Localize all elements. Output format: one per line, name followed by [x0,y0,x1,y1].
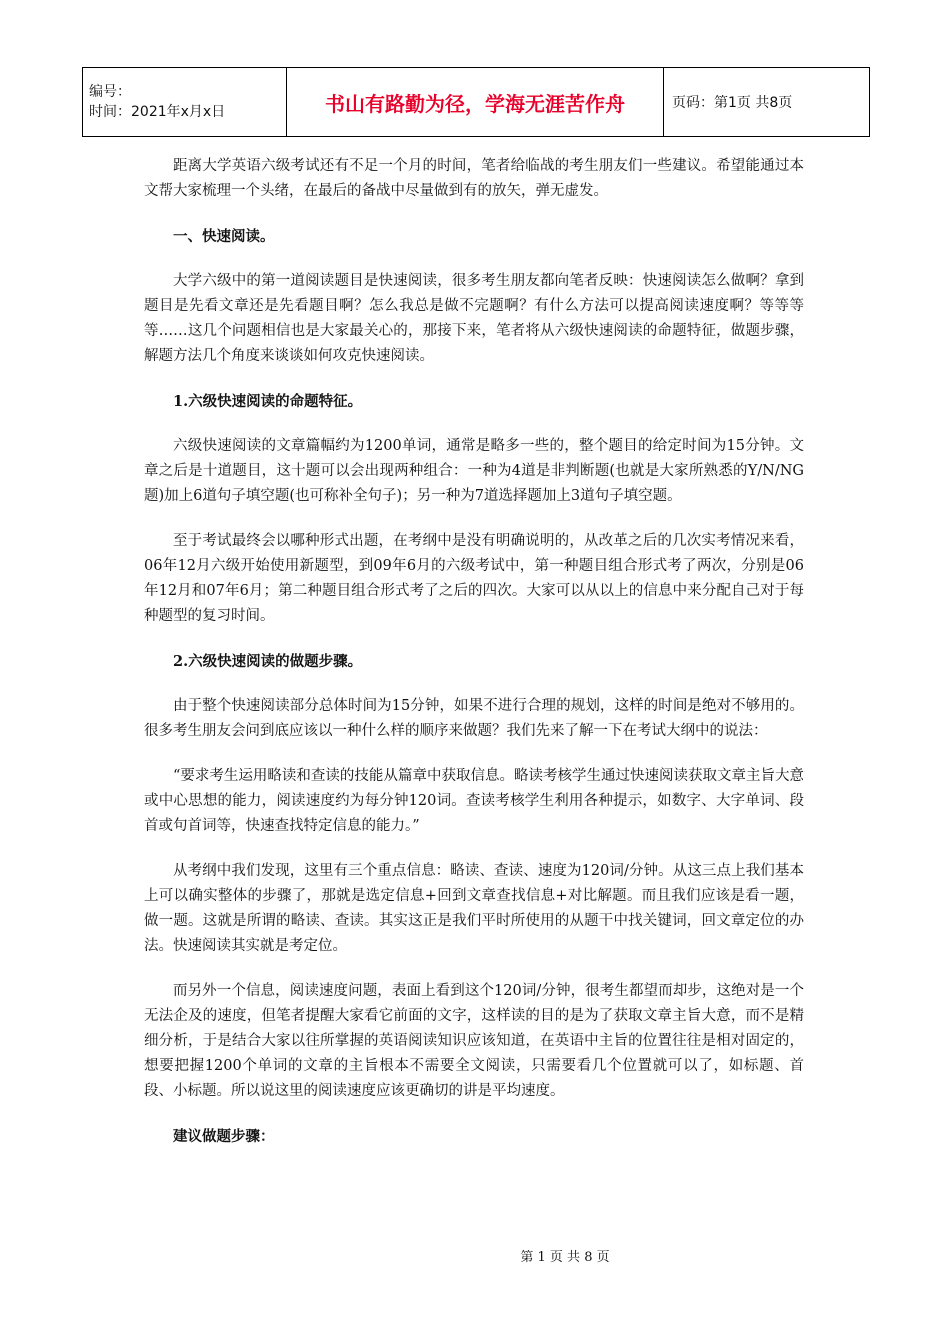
paragraph: 而另外一个信息，阅读速度问题，表面上看到这个120词/分钟，很考生都望而却步，这绝对是一个无法企及的速度，但笔者提醒大家看它前面的文字，这样读的目的是为了获取文章主旨大意，而不是精细分析，于是结合大家以往所掌握的英语阅读知识应该知道，在英语中主旨的位置往往是相对固定的，想要把握1200个单词的文章的主旨根本不需要全文阅读，只需要看几个位置就可以了，如标题、首段、小标题。所以说这里的阅读速度应该更确切的讲是平均速度。 [144,983,804,1099]
paragraph: 从考纲中我们发现，这里有三个重点信息：略读、查读、速度为120词/分钟。从这三点上我们基本上可以确实整体的步骤了，那就是选定信息+回到文章查找信息+对比解题。而且我们应该是看一题，做一题。这就是所谓的略读、查读。其实这正是我们平时所使用的从题干中找关键词，回文章定位的办法。快速阅读其实就是考定位。 [144,863,804,954]
section-heading: 一、快速阅读。 [173,228,275,245]
subsection-heading: 1.六级快速阅读的命题特征。 [173,393,363,410]
quote-paragraph: “要求考生运用略读和查读的技能从篇章中获取信息。略读考核学生通过快速阅读获取文章主旨大意或中心思想的能力，阅读速度约为每分钟120词。查读考核学生利用各种提示，如数字、大字单词、段首或句首词等，快速查找特定信息的能力。” [144,768,804,834]
header-page-info: 页码：第1页 共8页 [664,68,870,137]
date-label: 时间：2021年x月x日 [89,104,226,120]
document-body [144,154,804,1169]
intro-paragraph: 距离大学英语六级考试还有不足一个月的时间，笔者给临战的考生朋友们一些建议。希望能通过本文帮大家梳理一个头绪，在最后的备战中尽量做到有的放矢，弹无虚发。 [144,158,804,199]
page-footer: 第 1 页 共 8 页 [520,1250,610,1265]
number-label: 编号： [89,84,131,100]
subsection-heading: 2.六级快速阅读的做题步骤。 [173,653,363,670]
header-table [82,67,870,137]
paragraph: 由于整个快速阅读部分总体时间为15分钟，如果不进行合理的规划，这样的时间是绝对不够用的。很多考生朋友会问到底应该以一种什么样的顺序来做题？我们先来了解一下在考试大纲中的说法： [144,698,804,739]
header-meta [83,68,287,137]
paragraph: 至于考试最终会以哪种形式出题，在考纲中是没有明确说明的，从改革之后的几次实考情况来看，06年12月六级开始使用新题型，到09年6月的六级考试中，第一种题目组合形式考了两次，分别是06年12月和07年6月；第二种题目组合形式考了之后的四次。大家可以从以上的信息中来分配自己对于每种题型的复习时间。 [144,533,804,624]
header-motto: 书山有路勤为径，学海无涯苦作舟 [287,68,664,137]
subsection-heading: 建议做题步骤： [173,1128,275,1145]
paragraph: 大学六级中的第一道阅读题目是快速阅读，很多考生朋友都向笔者反映：快速阅读怎么做啊？拿到题目是先看文章还是先看题目啊？怎么我总是做不完题啊？有什么方法可以提高阅读速度啊？等等等等……这几个问题相信也是大家最关心的，那接下来，笔者将从六级快速阅读的命题特征，做题步骤，解题方法几个角度来谈谈如何攻克快速阅读。 [144,273,804,364]
paragraph: 六级快速阅读的文章篇幅约为1200单词，通常是略多一些的，整个题目的给定时间为15分钟。文章之后是十道题目，这十题可以会出现两种组合：一种为4道是非判断题(也就是大家所熟悉的Y/N/NG题)加上6道句子填空题(也可称补全句子)；另一种为7道选择题加上3道句子填空题。 [144,438,804,504]
